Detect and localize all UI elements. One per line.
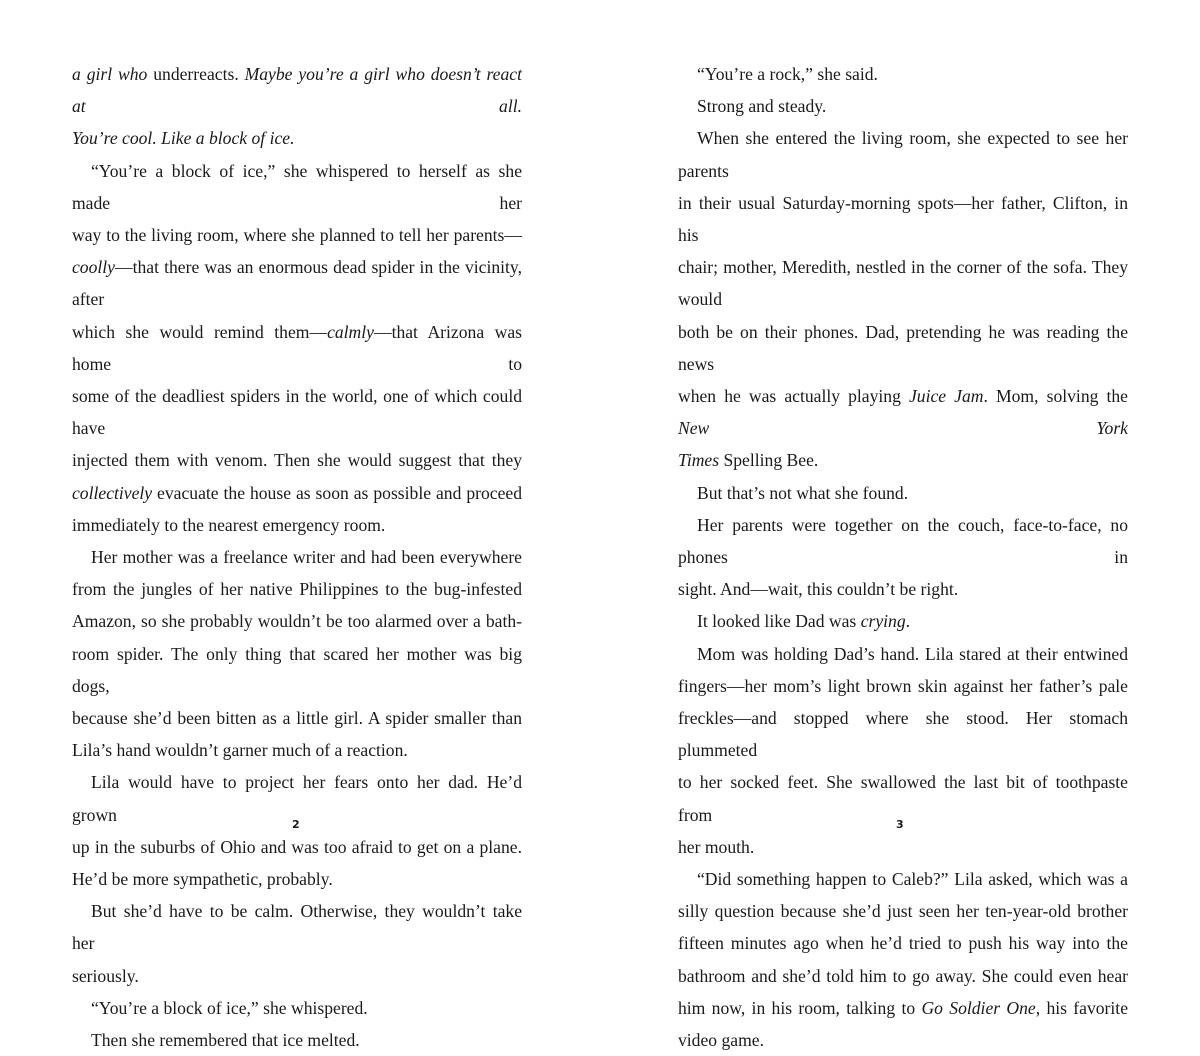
text-run: Amazon, so she probably wouldn’t be too alarmed over a bath- (72, 611, 522, 632)
text-line (678, 380, 1128, 444)
italic-text: Go Soldier One (921, 997, 1036, 1018)
paragraph (72, 1024, 522, 1056)
text-run: Strong and steady. (697, 96, 827, 117)
text-run: “You’re a block of ice,” she whispered. (91, 997, 368, 1018)
text-run: bathroom and she’d told him to go away. She could even hear (678, 965, 1128, 986)
text-run: silly question because she’d just seen her ten-year-old brother (678, 901, 1128, 922)
text-run: He’d be more sympathetic, probably. (72, 869, 333, 890)
text-run: underreacts. (147, 64, 245, 84)
italic-text: Times (678, 450, 720, 471)
text-run: When she entered the living room, she expected to see her parents (678, 128, 1128, 181)
text-line (678, 992, 1128, 1024)
text-run: sight. And—wait, this couldn’t be right. (678, 579, 959, 600)
paragraph (678, 122, 1128, 476)
text-line (678, 316, 1128, 380)
left-page-text (72, 58, 522, 1056)
text-line (678, 90, 1128, 122)
italic-text: Maybe you’re a girl who doesn’t react at all. (72, 64, 522, 117)
text-line (72, 380, 522, 444)
text-line (678, 444, 1128, 476)
text-line (678, 251, 1128, 315)
text-run: room spider. The only thing that scared her mother was big dogs, (72, 643, 522, 696)
text-run: “Did something happen to Caleb?” Lila asked, which was a (697, 869, 1128, 890)
text-run: Her mother was a freelance writer and had been everywhere (91, 547, 522, 568)
text-run: some of the deadliest spiders in the world, one of which could have (72, 386, 522, 439)
text-line (72, 444, 522, 476)
text-run: up in the suburbs of Ohio and was too afraid to get on a plane. (72, 836, 522, 857)
paragraph (72, 895, 522, 992)
text-run: which she would remind them— (72, 321, 328, 342)
text-line (678, 670, 1128, 702)
text-run: Then she remembered that ice melted. (91, 1030, 360, 1051)
paragraph (678, 509, 1128, 606)
text-line (678, 638, 1128, 670)
text-run: Mom was holding Dad’s hand. Lila stared at their entwined (697, 643, 1128, 664)
text-line (72, 58, 522, 122)
paragraph (72, 155, 522, 541)
italic-text: crying (860, 611, 906, 632)
text-line (678, 605, 1128, 637)
italic-text: coolly (72, 257, 115, 278)
text-run: way to the living room, where she planned to tell her parents— (72, 225, 522, 246)
text-line (72, 992, 522, 1024)
text-run: “You’re a block of ice,” she whispered to herself as she made her (72, 160, 522, 213)
text-line (678, 187, 1128, 251)
text-line (72, 122, 522, 154)
text-run: immediately to the nearest emergency room. (72, 514, 386, 535)
italic-text: You’re cool. Like a block of ice. (72, 128, 295, 149)
text-line (72, 509, 522, 541)
text-run: It looked like Dad was (697, 611, 861, 632)
paragraph (72, 541, 522, 766)
italic-text: collectively (72, 482, 153, 503)
text-line (678, 702, 1128, 766)
text-run: seriously. (72, 965, 139, 986)
paragraph (678, 90, 1128, 122)
text-line (678, 509, 1128, 573)
text-line (72, 831, 522, 863)
text-line (678, 58, 1128, 90)
text-run: because she’d been bitten as a little girl. A spider smaller than (72, 708, 522, 729)
text-line (678, 960, 1128, 992)
text-run: , his favorite (1035, 997, 1129, 1018)
text-line (72, 251, 522, 315)
text-run: him now, in his room, talking to (678, 997, 922, 1018)
text-run: to her socked feet. She swallowed the last bit of toothpaste from (678, 772, 1128, 825)
paragraph (72, 992, 522, 1024)
text-line (678, 1024, 1128, 1056)
text-run: evacuate the house as soon as possible and proceed (152, 482, 522, 503)
text-run: —that Arizona was home to (72, 321, 523, 374)
text-line (72, 573, 522, 605)
text-line (72, 219, 522, 251)
paragraph (678, 605, 1128, 637)
paragraph (678, 58, 1128, 90)
right-page-text (678, 58, 1128, 1056)
text-line (678, 863, 1128, 895)
text-run: . (905, 611, 911, 632)
left-page-number: 2 (292, 818, 301, 831)
right-page-number: 3 (896, 818, 905, 831)
italic-text: a girl who (72, 64, 148, 84)
text-run: when he was actually playing (678, 386, 909, 407)
text-run: video game. (678, 1030, 764, 1051)
text-run: . Mom, solving the (983, 386, 1128, 407)
text-run: —that there was an enormous dead spider in the vicinity, after (72, 257, 522, 310)
text-line (72, 863, 522, 895)
italic-text: Juice Jam (908, 386, 984, 407)
text-line (678, 122, 1128, 186)
text-line (72, 316, 522, 380)
paragraph (72, 58, 522, 155)
paragraph (678, 863, 1128, 1056)
text-line (72, 702, 522, 734)
text-run: Lila would have to project her fears onto her dad. He’d grown (72, 772, 522, 825)
text-run: But that’s not what she found. (697, 482, 909, 503)
text-run: in their usual Saturday-morning spots—her father, Clifton, in his (678, 192, 1128, 246)
text-run: Her parents were together on the couch, face-to-face, no phones in (678, 514, 1128, 568)
text-line (678, 573, 1128, 605)
text-line (72, 895, 522, 959)
text-line (678, 927, 1128, 959)
text-line (72, 605, 522, 637)
text-run: from the jungles of her native Philippines to the bug-infested (72, 579, 522, 600)
text-line (72, 477, 522, 509)
italic-text: calmly (327, 321, 374, 342)
text-run: chair; mother, Meredith, nestled in the corner of the sofa. They would (678, 257, 1128, 310)
text-run: But she’d have to be calm. Otherwise, they wouldn’t take her (72, 901, 522, 954)
text-line (72, 541, 522, 573)
left-page (0, 0, 600, 1051)
text-run: both be on their phones. Dad, pretending he was reading the news (678, 321, 1128, 374)
text-line (72, 960, 522, 992)
paragraph (678, 477, 1128, 509)
text-line (72, 155, 522, 219)
text-line (72, 1024, 522, 1056)
text-run: “You’re a rock,” she said. (697, 64, 878, 84)
text-line (72, 734, 522, 766)
text-line (678, 895, 1128, 927)
text-line (678, 831, 1128, 863)
text-run: fifteen minutes ago when he’d tried to push his way into the (678, 933, 1128, 954)
text-run: injected them with venom. Then she would suggest that they (72, 450, 522, 471)
text-line (678, 477, 1128, 509)
text-run: freckles—and stopped where she stood. Her stomach plummeted (678, 708, 1128, 761)
italic-text: New York (678, 418, 1128, 439)
text-run: Spelling Bee. (719, 450, 819, 471)
text-line (72, 638, 522, 702)
text-run: her mouth. (678, 836, 755, 857)
text-run: Lila’s hand wouldn’t garner much of a reaction. (72, 740, 408, 761)
text-run: fingers—her mom’s light brown skin against her father’s pale (678, 675, 1128, 696)
right-page (600, 0, 1200, 1051)
